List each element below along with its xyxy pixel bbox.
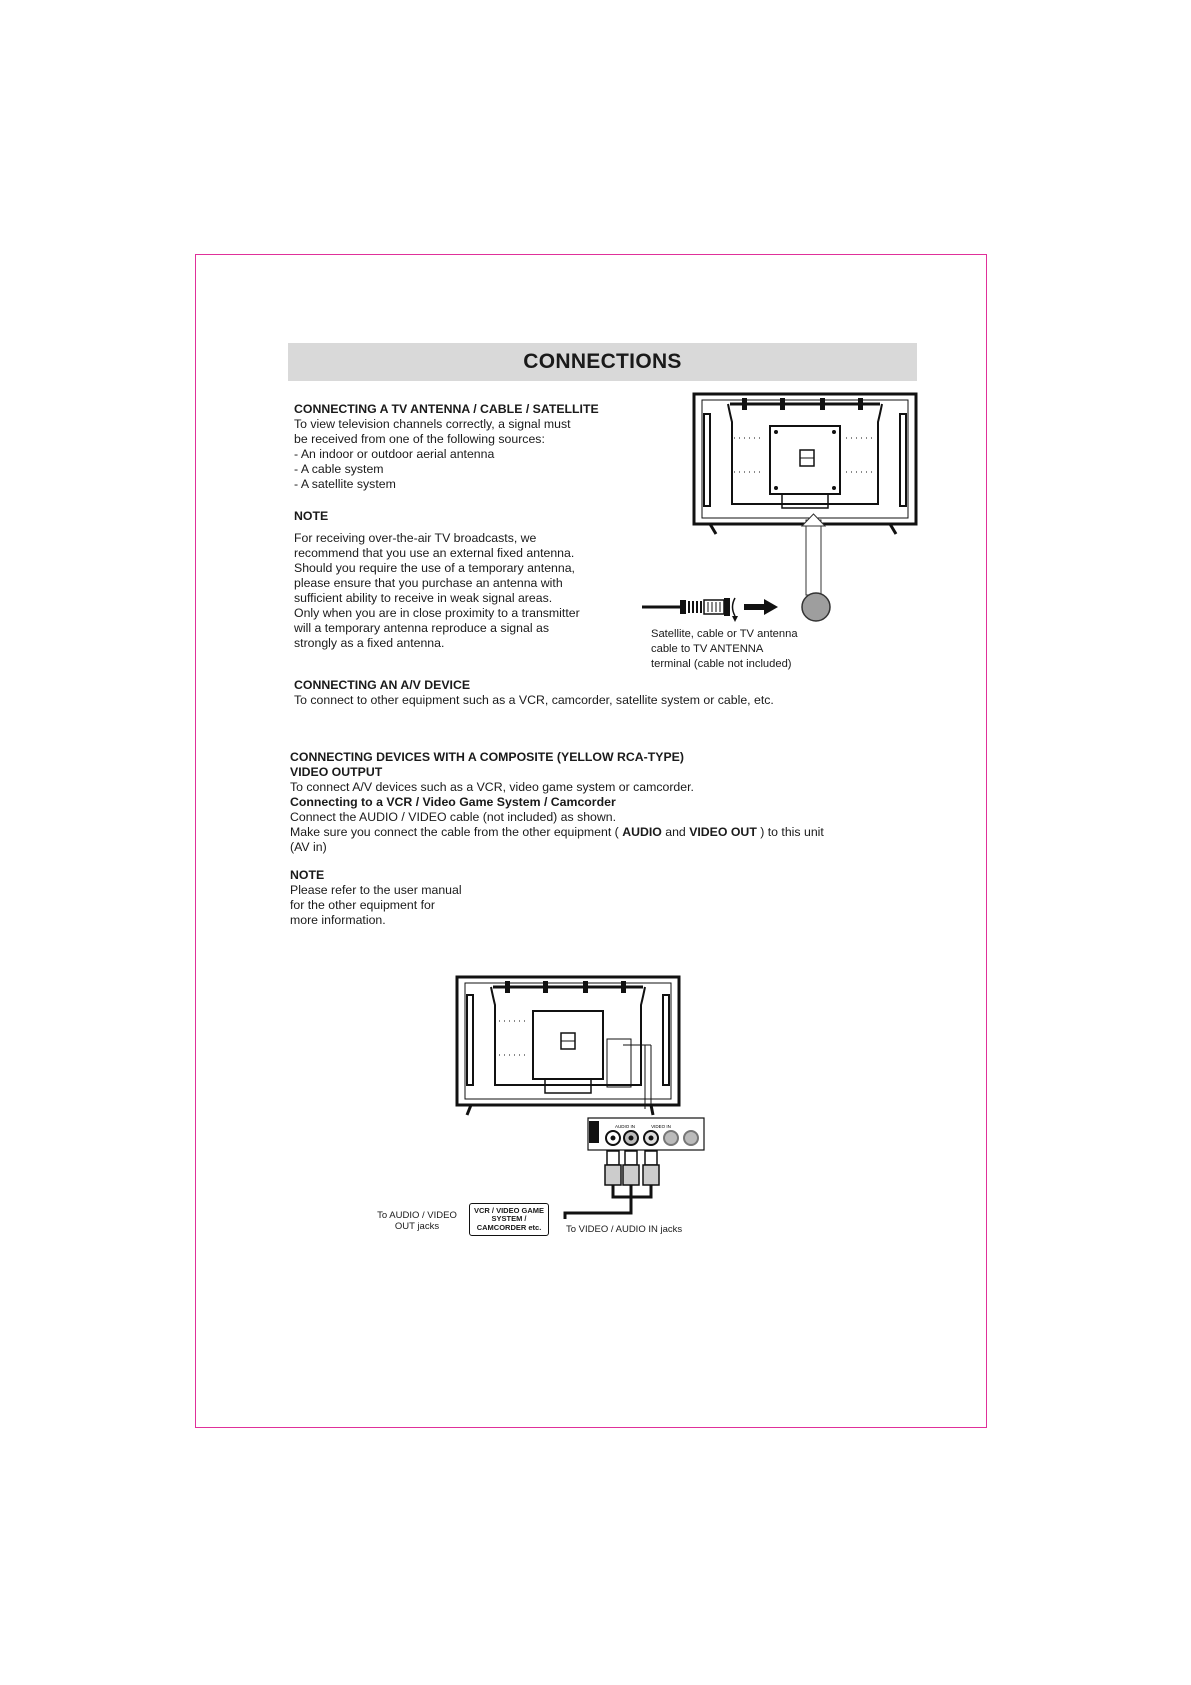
antenna-section <box>294 402 599 492</box>
left-connection-label <box>372 1210 462 1232</box>
note2-line: Please refer to the user manual <box>290 883 462 897</box>
note2-section <box>290 868 462 928</box>
vcr-box-line: CAMCORDER etc. <box>476 1222 542 1232</box>
antenna-caption-line: Satellite, cable or TV antenna <box>651 628 798 640</box>
vcr-device-box <box>469 1203 549 1236</box>
note2-heading: NOTE <box>290 868 325 882</box>
note1-section <box>294 509 580 651</box>
tv-rear-illustration <box>690 392 920 537</box>
panel-audio-label: AUDIO IN <box>614 1124 636 1129</box>
note1-line: recommend that you use an external fixed antenna. <box>294 546 575 560</box>
note1-line: will a temporary antenna reproduce a signal as <box>294 621 549 635</box>
av-device-section <box>294 678 774 708</box>
composite-heading-2: VIDEO OUTPUT <box>290 765 383 779</box>
left-label-line: To AUDIO / VIDEO <box>377 1210 457 1221</box>
page-title-banner <box>288 343 917 381</box>
antenna-line: To view television channels correctly, a signal must <box>294 417 571 431</box>
note1-heading: NOTE <box>294 509 329 523</box>
note2-line: more information. <box>290 913 386 927</box>
antenna-line: - A satellite system <box>294 477 396 491</box>
composite-line: Make sure you connect the cable from the other equipment ( AUDIO and VIDEO OUT ) to this unit <box>290 825 824 839</box>
antenna-cable-illustration <box>640 520 840 625</box>
antenna-caption-line: terminal (cable not included) <box>651 658 792 670</box>
composite-subheading: Connecting to a VCR / Video Game System / Camcorder <box>290 795 616 809</box>
composite-intro: To connect A/V devices such as a VCR, video game system or camcorder. <box>290 780 694 794</box>
antenna-line: - A cable system <box>294 462 384 476</box>
note1-line: strongly as a fixed antenna. <box>294 636 445 650</box>
composite-section <box>290 750 824 855</box>
vcr-box-line: VCR / VIDEO GAME <box>473 1205 544 1215</box>
right-label-line: To VIDEO / AUDIO IN jacks <box>566 1224 683 1235</box>
page-title: CONNECTIONS <box>523 350 682 373</box>
panel-video-label: VIDEO IN <box>651 1124 671 1129</box>
antenna-caption-line: cable to TV ANTENNA <box>651 643 764 655</box>
note1-line: sufficient ability to receive in weak signal areas. <box>294 591 553 605</box>
antenna-heading: CONNECTING A TV ANTENNA / CABLE / SATELLITE <box>294 402 599 416</box>
antenna-caption <box>651 627 798 672</box>
composite-line: Connect the AUDIO / VIDEO cable (not included) as shown. <box>290 810 617 824</box>
composite-line: (AV in) <box>290 840 327 854</box>
note1-line: please ensure that you purchase an antenna with <box>294 576 563 590</box>
av-device-line: To connect to other equipment such as a VCR, camcorder, satellite system or cable, etc. <box>294 693 774 707</box>
note1-line: For receiving over-the-air TV broadcasts, we <box>294 531 537 545</box>
antenna-line: - An indoor or outdoor aerial antenna <box>294 447 495 461</box>
antenna-line: be received from one of the following sources: <box>294 432 545 446</box>
av-device-heading: CONNECTING AN A/V DEVICE <box>294 678 471 692</box>
note2-line: for the other equipment for <box>290 898 435 912</box>
vcr-box-line: SYSTEM / <box>491 1214 527 1224</box>
note1-line: Only when you are in close proximity to a transmitter <box>294 606 580 620</box>
left-label-line: OUT jacks <box>394 1221 440 1232</box>
composite-heading: CONNECTING DEVICES WITH A COMPOSITE (YELLOW RCA-TYPE) <box>290 750 684 764</box>
note1-line: Should you require the use of a temporary antenna, <box>294 561 575 575</box>
right-connection-label <box>566 1224 696 1235</box>
